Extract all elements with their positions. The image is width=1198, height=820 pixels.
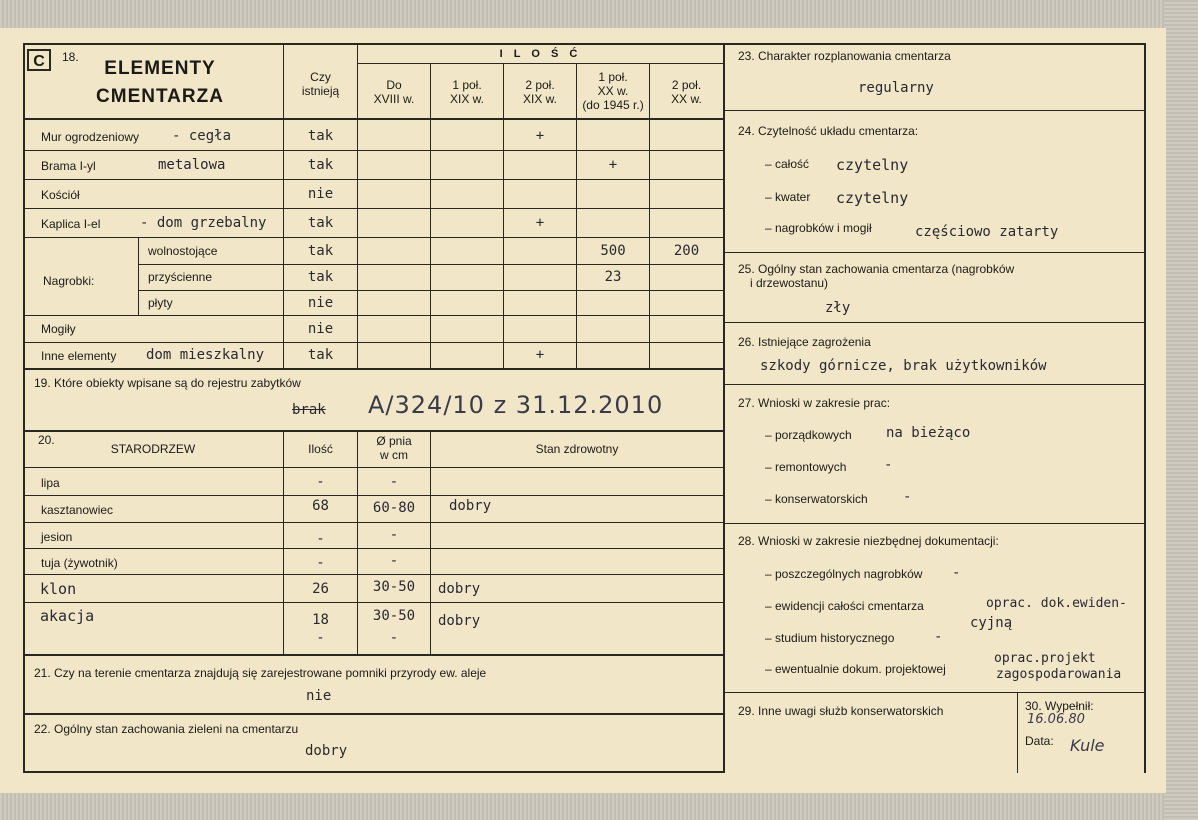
q27-item-value: na bieżąco	[886, 425, 971, 441]
tree-name: tuja (żywotnik)	[41, 556, 118, 570]
q24-item-value: czytelny	[836, 156, 909, 174]
q27-label: 27. Wnioski w zakresie prac:	[738, 396, 891, 410]
period-header: (do 1945 r.)	[582, 98, 644, 112]
q28-item-value: oprac. dok.ewiden-	[986, 596, 1127, 611]
tree-name: akacja	[40, 607, 95, 625]
tree-count: -	[316, 555, 325, 571]
tree-diameter: -	[389, 527, 399, 543]
q27-item-value: -	[884, 457, 893, 473]
element-exists: nie	[307, 186, 334, 202]
exists-header-2: istnieją	[301, 84, 340, 98]
q28-item-value: cyjną	[970, 615, 1013, 631]
period-header: XIX w.	[522, 92, 557, 106]
element-note: - cegła	[172, 128, 232, 144]
section-title-line1: ELEMENTY	[104, 58, 216, 79]
q20-count-header: Ilość	[308, 442, 333, 456]
q28-item-value: -	[934, 629, 943, 645]
tree-diameter: -	[389, 553, 399, 569]
binding-cloth-right	[1164, 0, 1198, 820]
tree-count: 26	[312, 581, 329, 597]
element-note: dom mieszkalny	[146, 347, 265, 363]
element-exists: nie	[307, 295, 334, 311]
q25-label: i drzewostanu)	[750, 276, 829, 290]
q25-value: zły	[825, 300, 851, 316]
q21-label: 21. Czy na terenie cmentarza znajdują się zarejestrowane pomniki przyrody ew. aleje	[34, 666, 487, 680]
element-label: Kaplica I-el	[41, 217, 101, 231]
tree-health: dobry	[438, 613, 481, 629]
q30-date-label: Data:	[1025, 734, 1054, 748]
period-header: Do	[386, 78, 402, 92]
tree-diameter: 60-80	[372, 500, 416, 516]
q22-value: dobry	[305, 743, 348, 759]
tree-diameter: -	[389, 630, 399, 646]
q23-value: regularny	[858, 80, 934, 96]
element-exists: tak	[307, 128, 334, 144]
q24-label: 24. Czytelność układu cmentarza:	[738, 124, 919, 138]
q28-item-label: – ewidencji całości cmentarza	[765, 599, 924, 613]
tree-health: dobry	[438, 581, 481, 597]
q29-label: 29. Inne uwagi służb konserwatorskich	[738, 704, 944, 718]
element-label: Inne elementy	[41, 349, 117, 363]
tree-count: -	[316, 531, 325, 547]
tree-diameter: 30-50	[372, 608, 416, 624]
q28-item-label: – ewentualnie dokum. projektowej	[765, 662, 946, 676]
q27-item-label: – porządkowych	[765, 428, 852, 442]
tree-count: -	[316, 630, 325, 646]
q20-diam-header: Ø pnia	[376, 434, 412, 448]
q26-value: szkody górnicze, brak użytkowników	[760, 358, 1047, 374]
period-header: 2 poł.	[671, 78, 702, 92]
element-mark: +	[535, 215, 545, 231]
element-exists: tak	[307, 215, 334, 231]
element-label: przyścienne	[148, 270, 213, 284]
element-mark: +	[535, 347, 545, 363]
q28-item-value: zagospodarowania	[996, 667, 1122, 682]
q21-value: nie	[306, 688, 332, 704]
element-note: - dom grzebalny	[140, 215, 267, 231]
q28-item-label: – studium historycznego	[765, 631, 895, 645]
element-count: 23	[604, 269, 622, 285]
section-title-line2: CMENTARZA	[96, 86, 224, 107]
element-label: płyty	[148, 296, 173, 310]
period-header: 1 poł.	[452, 78, 482, 92]
element-mark: +	[535, 128, 545, 144]
tree-health: dobry	[449, 498, 492, 514]
q27-item-label: – konserwatorskich	[765, 492, 868, 506]
q30-label: 30. Wypełnił:	[1025, 699, 1094, 713]
tree-count: 18	[312, 612, 329, 628]
q19-label: 19. Które obiekty wpisane są do rejestru zabytków	[34, 376, 301, 390]
element-note: metalowa	[158, 157, 226, 173]
q27-item-label: – remontowych	[765, 460, 847, 474]
q24-item-value: częściowo zatarty	[915, 224, 1059, 240]
q28-item-value: -	[952, 565, 961, 581]
binding-cloth-bottom	[0, 790, 1198, 820]
element-label: Mur ogrodzeniowy	[41, 130, 140, 144]
q27-item-value: -	[903, 489, 912, 505]
q25-label: 25. Ogólny stan zachowania cmentarza (nagrobków	[738, 262, 1015, 276]
element-mark: +	[608, 157, 618, 173]
q20-title: STARODRZEW	[110, 442, 196, 456]
tree-diameter: -	[389, 474, 399, 490]
tree-count: -	[316, 474, 325, 490]
element-label: Brama I-yl	[41, 159, 96, 173]
q20-health-header: Stan zdrowotny	[535, 442, 619, 456]
q30-date-value: 16.06.80	[1027, 712, 1085, 727]
tree-name: klon	[40, 580, 77, 598]
q28-label: 28. Wnioski w zakresie niezbędnej dokumentacji:	[738, 534, 999, 548]
q23-label: 23. Charakter rozplanowania cmentarza	[738, 49, 951, 63]
section-letter: C	[27, 49, 51, 71]
period-header: XX w.	[597, 84, 629, 98]
element-count: 200	[673, 243, 700, 259]
tree-count: 68	[312, 498, 329, 514]
element-count: 500	[600, 243, 626, 259]
element-label: Mogiły	[41, 322, 76, 336]
period-header: 1 poł.	[598, 70, 628, 84]
period-header: XIX w.	[449, 92, 484, 106]
tree-diameter: 30-50	[372, 579, 416, 595]
nagrobki-label: Nagrobki:	[43, 274, 95, 288]
q24-item-label: – całość	[765, 157, 810, 171]
q24-item-value: czytelny	[836, 189, 909, 207]
element-label: Kościół	[41, 188, 80, 202]
section-number: 18.	[62, 50, 79, 64]
q24-item-label: – nagrobków i mogił	[765, 221, 872, 235]
q24-item-label: – kwater	[765, 190, 811, 204]
record-card	[0, 28, 1166, 793]
element-exists: tak	[307, 347, 334, 363]
element-label: wolnostojące	[148, 244, 218, 258]
tree-name: lipa	[41, 476, 60, 490]
period-header: XVIII w.	[373, 92, 415, 106]
period-header: 2 poł.	[525, 78, 555, 92]
q19-struck-value: brak	[292, 402, 326, 418]
q20-number: 20.	[38, 433, 55, 447]
element-exists: tak	[307, 269, 334, 285]
q19-register-value: A/324/10 z 31.12.2010	[368, 391, 664, 419]
exists-header-1: Czy	[310, 70, 331, 84]
q28-item-value: oprac.projekt	[994, 651, 1096, 666]
element-exists: nie	[307, 321, 334, 337]
element-exists: tak	[307, 243, 334, 259]
q30-signature: Kule	[1070, 736, 1105, 755]
period-header: XX w.	[671, 92, 702, 106]
q28-item-label: – poszczególnych nagrobków	[765, 567, 923, 581]
tree-name: jesion	[41, 530, 73, 544]
q20-diam-header: w cm	[380, 448, 408, 462]
element-exists: tak	[307, 157, 334, 173]
tree-name: kasztanowiec	[41, 503, 114, 517]
q26-label: 26. Istniejące zagrożenia	[738, 335, 871, 349]
ilosc-header: I L O Ś Ć	[499, 48, 582, 60]
q22-label: 22. Ogólny stan zachowania zieleni na cmentarzu	[34, 722, 299, 736]
